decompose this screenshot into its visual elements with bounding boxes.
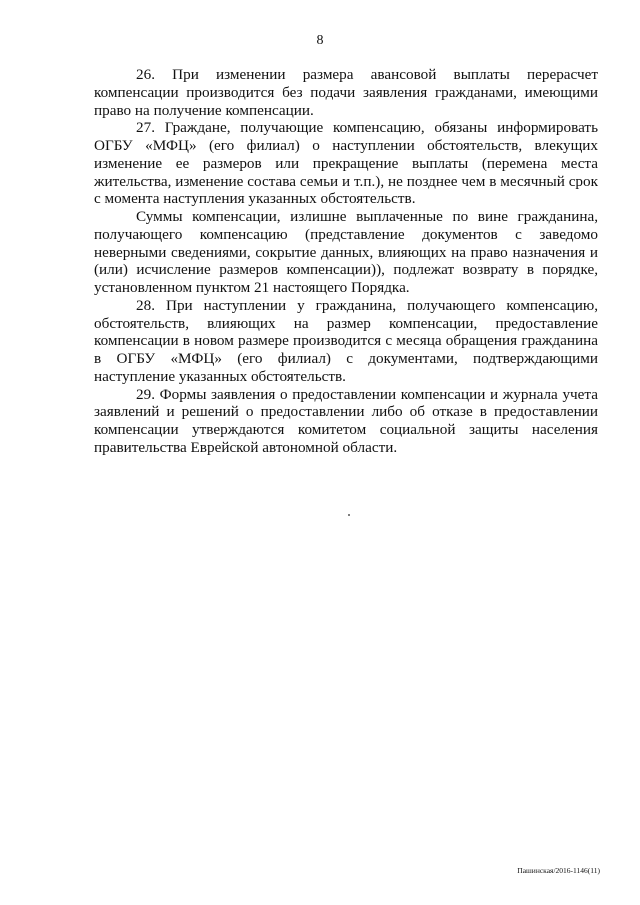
page-number: 8	[316, 33, 324, 48]
stray-mark	[348, 514, 350, 516]
paragraph-29: 29. Формы заявления о предоставлении компенсации и журнала учета заявлений и решений о предоставлении либо об отказе в предоставлении компенсации утверждаются комитетом социальной защиты населения правительства Еврейской автономной области.	[94, 385, 598, 456]
paragraph-27: 27. Граждане, получающие компенсацию, обязаны информировать ОГБУ «МФЦ» (его филиал) о наступлении обстоятельств, влекущих изменение ее размеров или прекращение выплаты (перемена места жительства, изменение состава семьи и т.п.), не позднее чем в месячный срок с момента наступления указанных обстоятельств.	[94, 119, 598, 208]
paragraph-26: 26. При изменении размера авансовой выплаты перерасчет компенсации производится без подачи заявления гражданами, имеющими право на получение компенсации.	[94, 66, 598, 119]
document-body	[94, 66, 598, 457]
paragraph-28: 28. При наступлении у гражданина, получающего компенсацию, обстоятельств, влияющих на размер компенсации, предоставление компенсации в новом размере производится с месяца обращения гражданина в ОГБУ «МФЦ» (его филиал) с документами, подтверждающими наступление указанных обстоятельств.	[94, 296, 598, 385]
paragraph-27-refund: Суммы компенсации, излишне выплаченные по вине гражданина, получающего компенсацию (представление документов с заведомо неверными сведениями, сокрытие данных, влияющих на право назначения и (или) исчисление размеров компенсации)), подлежат возврату в порядке, установленном пунктом 21 настоящего Порядка.	[94, 208, 598, 296]
document-code: Пашинская/2016-1146(11)	[517, 866, 600, 875]
